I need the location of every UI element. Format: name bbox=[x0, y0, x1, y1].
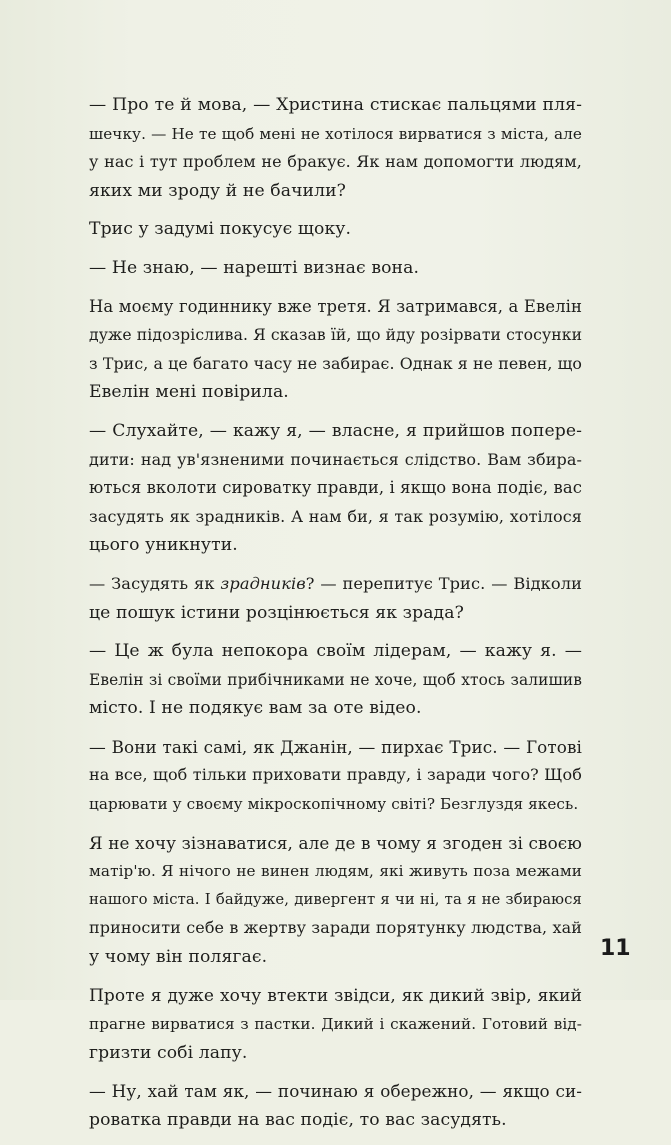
text-line: Я не хочу зізнаватися, але де в чому я згоден зі своєю bbox=[89, 832, 582, 853]
text-line: Евелін мені повірила. bbox=[89, 382, 289, 403]
paragraph-1 bbox=[89, 91, 582, 205]
paragraph-8 bbox=[89, 733, 582, 819]
text-line: — Вони такі самі, як Джанін, — пирхає Трис. — Готові bbox=[89, 736, 582, 757]
text-line: Проте я дуже хочу втекти звідси, як дикий звір, який bbox=[89, 985, 582, 1006]
text-line: у чому він полягає. bbox=[89, 947, 268, 968]
text-line: приносити себе в жертву заради порятунку людства, хай bbox=[89, 918, 582, 938]
text-line: роватка правди на вас подіє, то вас засудять. bbox=[89, 1110, 507, 1130]
text-line: На моєму годиннику вже третя. Я затримався, а Евелін bbox=[89, 296, 582, 316]
paragraph-2 bbox=[89, 215, 582, 244]
text-line: на все, щоб тільки приховати правду, і заради чого? Щоб bbox=[89, 765, 582, 785]
paragraph-10 bbox=[89, 982, 582, 1068]
paragraph-3 bbox=[89, 254, 582, 283]
text-line: дити: над ув'язненими починається слідство. Вам збира- bbox=[89, 449, 582, 469]
text-line: — Слухайте, — кажу я, — власне, я прийшов попере- bbox=[89, 420, 582, 441]
text-line: засудять як зрадників. А нам би, я так розумію, хотілося bbox=[89, 506, 582, 526]
paragraph-6 bbox=[89, 570, 582, 627]
text-line: шечку. — Не те щоб мені не хотілося вирватися з міста, але bbox=[89, 124, 582, 143]
text-line: Трис у задумі покусує щоку. bbox=[89, 219, 352, 240]
text-line: ються вколоти сироватку правди, і якщо вона подіє, вас bbox=[89, 478, 582, 498]
text-line: цього уникнути. bbox=[89, 535, 238, 556]
text-line: гризти собі лапу. bbox=[89, 1042, 248, 1063]
text-line: це пошук істини розцінюється як зрада? bbox=[89, 602, 464, 623]
text-line: місто. І не подякує вам за оте відео. bbox=[89, 698, 422, 719]
text-line: — Це ж була непокора своїм лідерам, — кажу я. — bbox=[89, 641, 582, 662]
body-text bbox=[89, 91, 582, 1145]
italic-emphasis: зрадників bbox=[220, 573, 306, 593]
text-line: — Не знаю, — нарешті визнає вона. bbox=[89, 257, 420, 278]
text-segment: ? — перепитує Трис. — Відколи bbox=[305, 573, 582, 593]
paragraph-9 bbox=[89, 829, 582, 972]
paragraph-11 bbox=[89, 1077, 582, 1134]
paragraph-7 bbox=[89, 637, 582, 723]
text-line: Евелін зі своїми прибічниками не хоче, щоб хтось залишив bbox=[89, 670, 582, 689]
text-line: з Трис, а це багато часу не забирає. Однак я не певен, що bbox=[89, 353, 582, 373]
text-segment: — Засудять як bbox=[89, 573, 221, 593]
text-line: у нас і тут проблем не бракує. Як нам допомогти людям, bbox=[89, 152, 582, 172]
text-line: царювати у своєму мікроскопічному світі? Безглуздя якесь. bbox=[89, 795, 579, 814]
text-line: матір'ю. Я нічого не винен людям, які живуть поза межами bbox=[89, 862, 582, 881]
text-line: нашого міста. І байдуже, дивергент я чи ні, та я не збираюся bbox=[89, 890, 582, 908]
page-number: 11 bbox=[600, 936, 631, 961]
text-line: яких ми зроду й не бачили? bbox=[89, 180, 346, 201]
text-line: дуже підозріслива. Я сказав їй, що йду розірвати стосунки bbox=[89, 326, 583, 345]
paragraph-5 bbox=[89, 417, 582, 560]
text-line: — Ну, хай там як, — починаю я обережно, — якщо си- bbox=[89, 1081, 582, 1102]
text-line: — Про те й мова, — Христина стискає пальцями пля- bbox=[89, 95, 582, 115]
text-line bbox=[89, 570, 582, 599]
paragraph-4 bbox=[89, 293, 582, 407]
text-line: прагне вирватися з пастки. Дикий і скажений. Готовий від- bbox=[89, 1015, 582, 1034]
